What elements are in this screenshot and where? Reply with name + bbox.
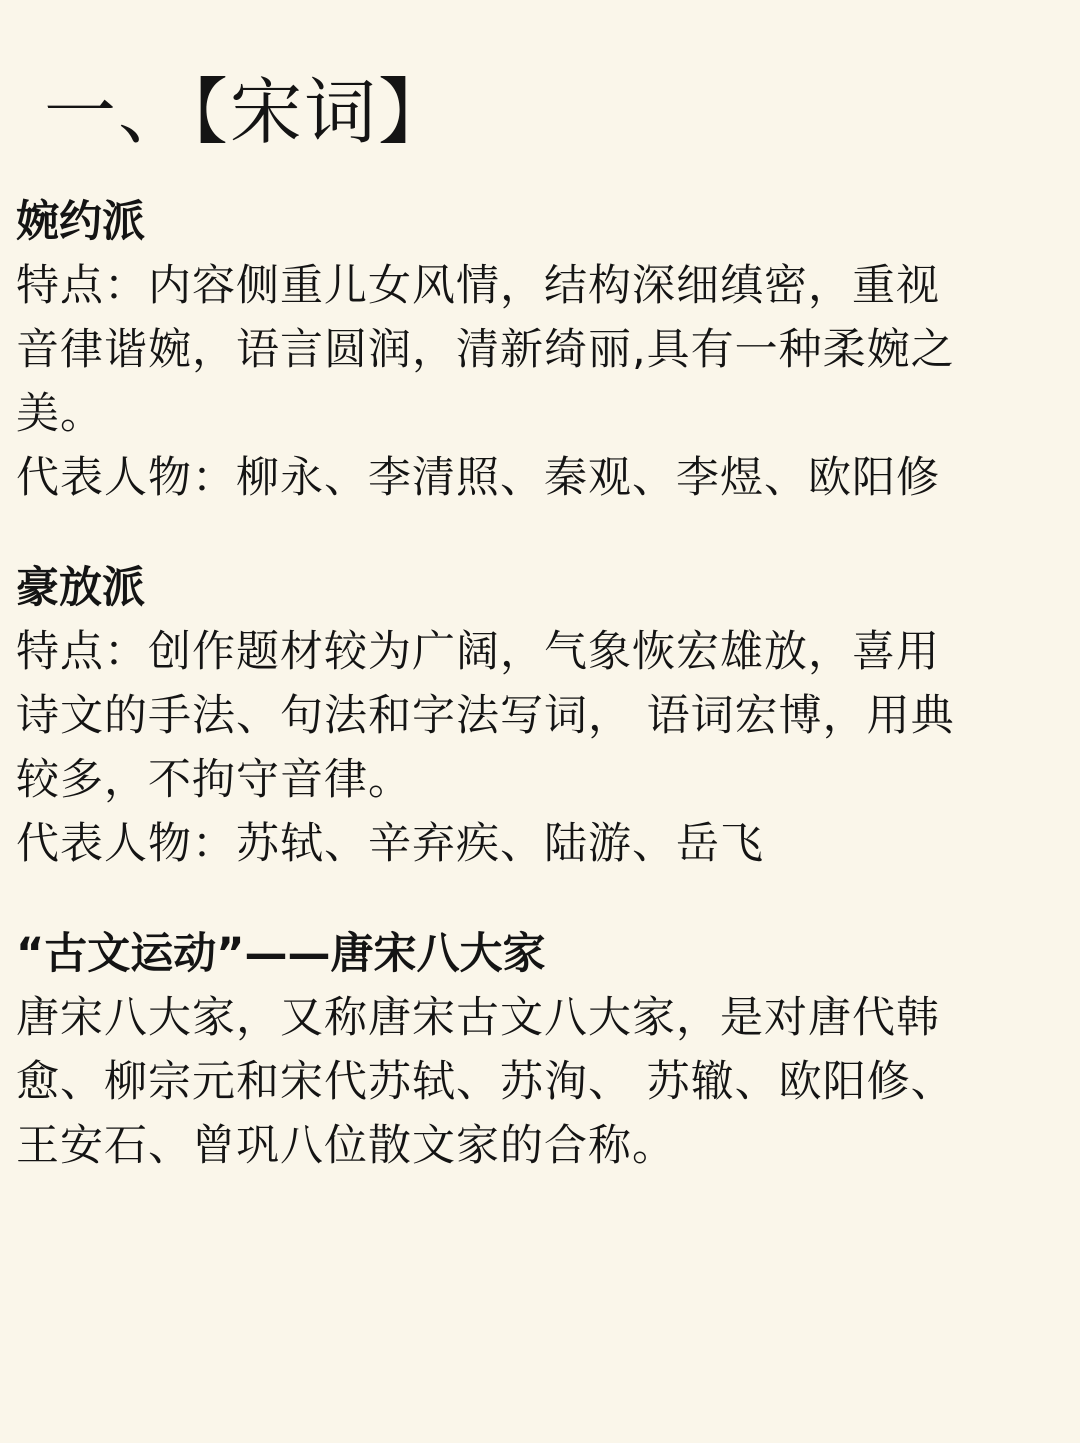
section-heading: “古文运动”——唐宋八大家 — [16, 929, 546, 979]
section-heading: 婉约派 — [16, 197, 145, 247]
text-line: 诗文的手法、句法和字法写词， 语词宏博，用典 — [16, 691, 955, 741]
representatives-line — [16, 812, 1066, 876]
text-line: 特点：内容侧重儿女风情，结构深细缜密，重视 — [16, 261, 940, 311]
text-line: 王安石、曾巩八位散文家的合称。 — [16, 1121, 676, 1171]
text-line: 音律谐婉，语言圆润，清新绮丽,具有一种柔婉之 — [16, 325, 955, 375]
text-line: 代表人物：苏轼、辛弃疾、陆游、岳飞 — [16, 819, 764, 869]
section-haofang — [16, 556, 1066, 876]
feature-paragraph — [16, 254, 1066, 446]
text-line: 代表人物：柳永、李清照、秦观、李煜、欧阳修 — [16, 453, 940, 503]
feature-paragraph — [16, 620, 1066, 812]
text-line: 较多，不拘守音律。 — [16, 755, 412, 805]
page-title: 一、【宋词】 — [44, 70, 453, 154]
section-heading: 豪放派 — [16, 563, 145, 613]
section-guwen — [16, 922, 1066, 1178]
text-line: 愈、柳宗元和宋代苏轼、苏洵、 苏辙、欧阳修、 — [16, 1057, 955, 1107]
text-line: 美。 — [16, 389, 104, 439]
section-wanyue — [16, 190, 1066, 510]
text-line: 特点：创作题材较为广阔，气象恢宏雄放，喜用 — [16, 627, 940, 677]
representatives-line — [16, 446, 1066, 510]
text-line: 唐宋八大家，又称唐宋古文八大家，是对唐代韩 — [16, 993, 940, 1043]
body-paragraph — [16, 986, 1066, 1178]
